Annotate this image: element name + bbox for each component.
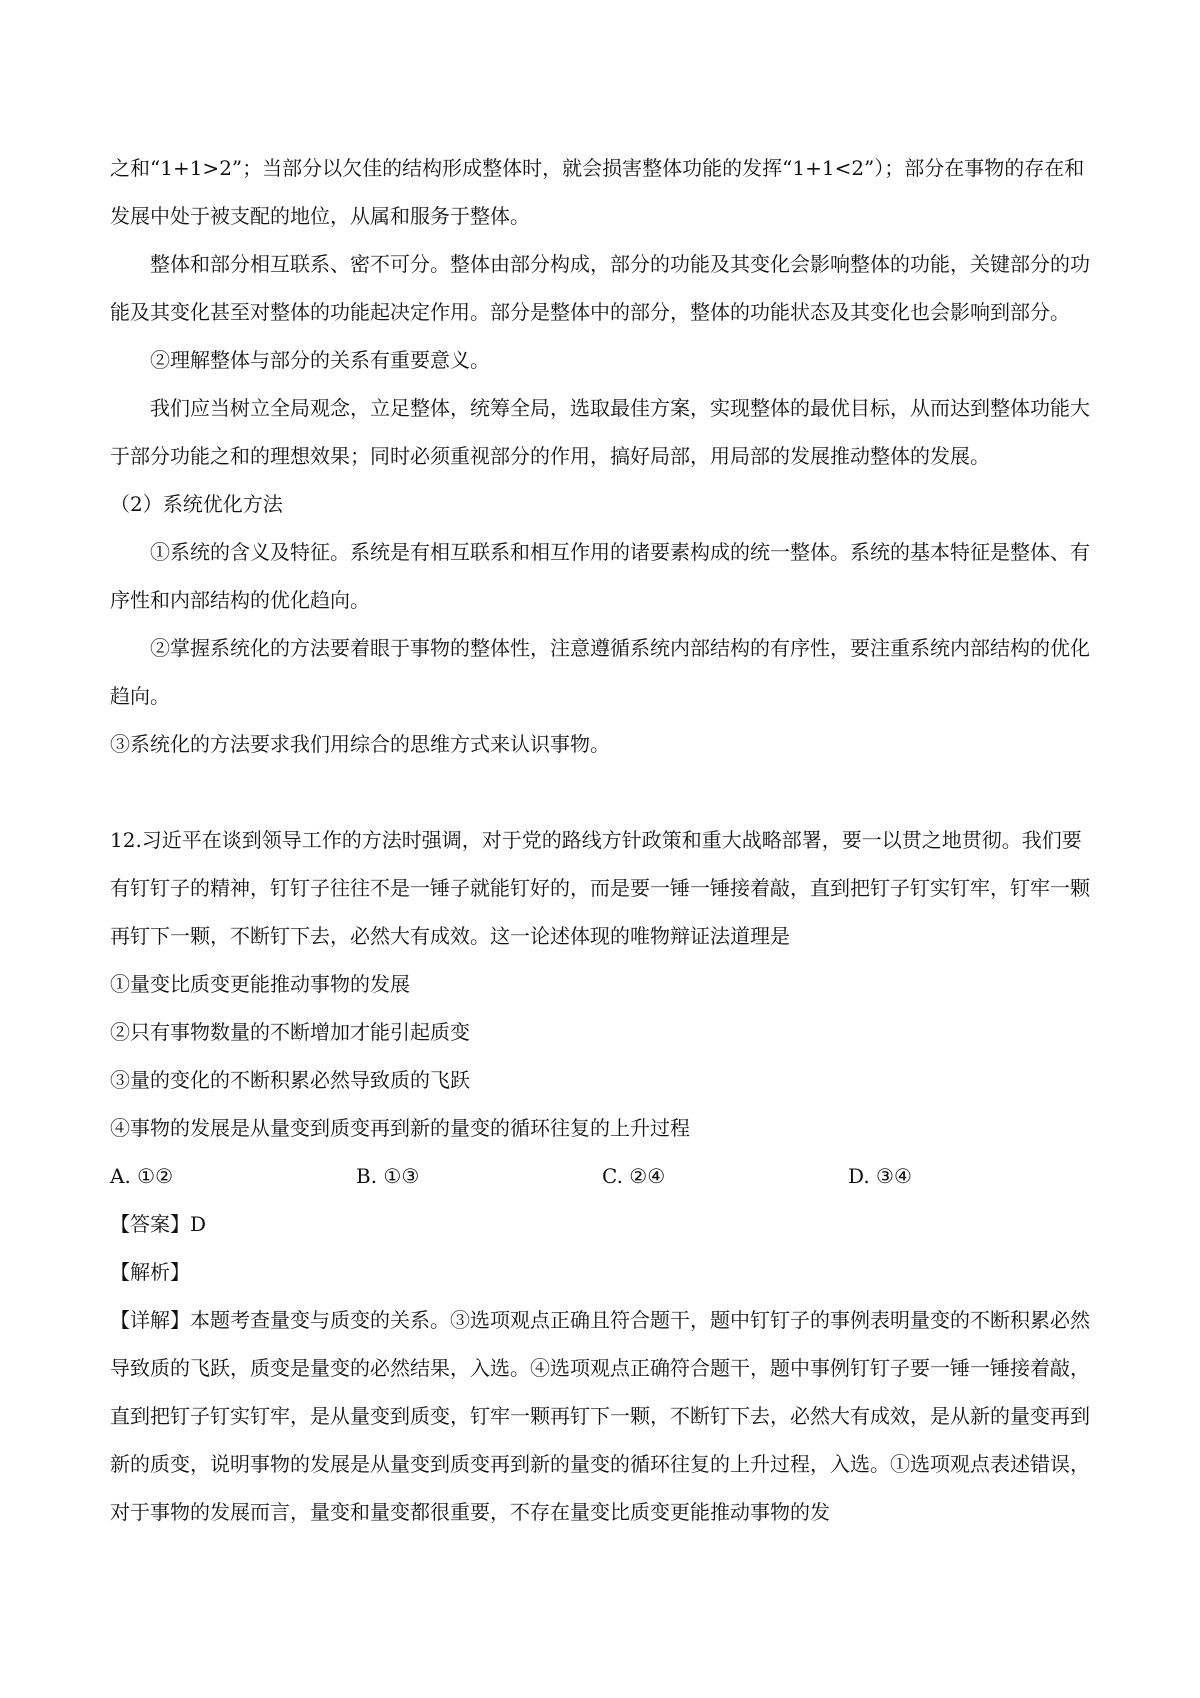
option-c: C. ②④ <box>602 1164 666 1188</box>
option-d: D. ③④ <box>848 1164 912 1188</box>
statement-3: ③量的变化的不断积累必然导致质的飞跃 <box>110 1068 470 1092</box>
paragraph-whole-part-function: 之和“1+1>2”；当部分以欠佳的结构形成整体时，就会损害整体功能的发挥“1+1<2”）；部分在事物的存在和发展中处于被支配的地位，从属和服务于整体。 <box>110 156 1085 228</box>
paragraph-system-method: ②掌握系统化的方法要着眼于事物的整体性，注意遵循系统内部结构的有序性，要注重系统内部结构的优化趋向。 <box>110 636 1090 708</box>
statement-2: ②只有事物数量的不断增加才能引起质变 <box>110 1020 470 1044</box>
paragraph-whole-part-relation: 整体和部分相互联系、密不可分。整体由部分构成，部分的功能及其变化会影响整体的功能，关键部分的功能及其变化甚至对整体的功能起决定作用。部分是整体中的部分，整体的功能状态及其变化也会影响到部分。 <box>110 252 1090 324</box>
detail-explanation: 【详解】本题考查量变与质变的关系。③选项观点正确且符合题干，题中钉钉子的事例表明量变的不断积累必然导致质的飞跃，质变是量变的必然结果，入选。④选项观点正确符合题干，题中事例钉钉子要一锤一锤接着敲，直到把钉子钉实钉牢，是从量变到质变，钉牢一颗再钉下一颗，不断钉下去，必然大有成效，是从新的量变再到新的质变，说明事物的发展是从量变到质变再到新的量变的循环往复的上升过程，入选。①选项观点表述错误，对于事物的发展而言，量变和量变都很重要，不存在量变比质变更能推动事物的发 <box>110 1308 1090 1524</box>
paragraph-global-view: 我们应当树立全局观念，立足整体，统筹全局，选取最佳方案，实现整体的最优目标，从而达到整体功能大于部分功能之和的理想效果；同时必须重视部分的作用，搞好局部，用局部的发展推动整体的发展。 <box>110 396 1090 468</box>
analysis-heading: 【解析】 <box>110 1260 190 1284</box>
section-heading-system-optimization: （2）系统优化方法 <box>110 492 283 516</box>
option-b: B. ①③ <box>356 1164 420 1188</box>
answer-options <box>110 1152 1095 1200</box>
answer-line: 【答案】D <box>110 1212 207 1236</box>
option-a: A. ①② <box>110 1164 174 1188</box>
statement-4: ④事物的发展是从量变到质变再到新的量变的循环往复的上升过程 <box>110 1116 690 1140</box>
document-content <box>110 144 1095 1536</box>
paragraph-comprehensive-thinking: ③系统化的方法要求我们用综合的思维方式来认识事物。 <box>110 732 610 756</box>
paragraph-significance-heading: ②理解整体与部分的关系有重要意义。 <box>150 348 490 372</box>
question-stem: 12.习近平在谈到领导工作的方法时强调，对于党的路线方针政策和重大战略部署，要一以贯之地贯彻。我们要有钉钉子的精神，钉钉子往往不是一锤子就能钉好的，而是要一锤一锤接着敲，直到把钉子钉实钉牢，钉牢一颗再钉下一颗，不断钉下去，必然大有成效。这一论述体现的唯物辩证法道理是 <box>110 828 1090 948</box>
statement-1: ①量变比质变更能推动事物的发展 <box>110 972 410 996</box>
paragraph-system-definition: ①系统的含义及特征。系统是有相互联系和相互作用的诸要素构成的统一整体。系统的基本特征是整体、有序性和内部结构的优化趋向。 <box>110 540 1090 612</box>
section-gap <box>110 768 1095 816</box>
